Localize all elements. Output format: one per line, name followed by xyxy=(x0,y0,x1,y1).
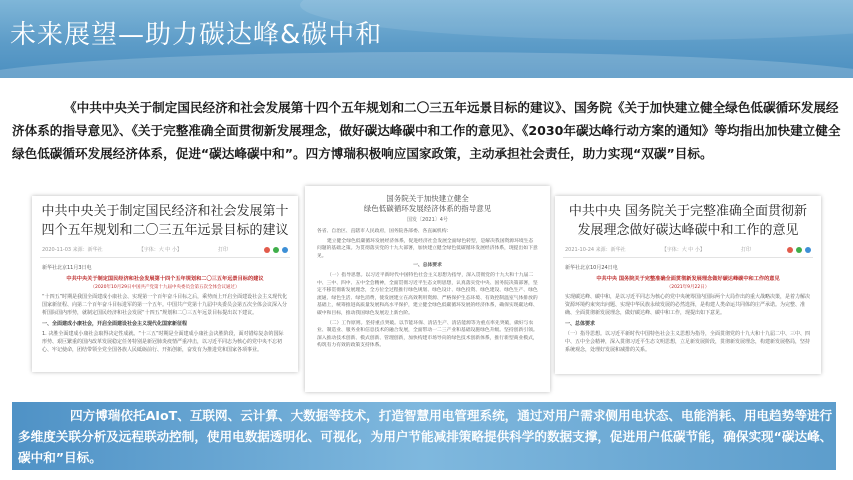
document-title-line: 国务院关于加快建立健全 xyxy=(386,194,469,203)
document-body: “十四五”时期是我国全面建成小康社会、实现第一个百年奋斗目标之后，乘势而上开启全面建设社会主义现代化国家新征程、向第二个百年奋斗目标进军的第一个五年。中国共产党第十九届中央委员会第五次全体会议深入分析国际国内形势，就制定国民经济和社会发展“十四五”规划和二〇三五年远景目标提出以下建议。 xyxy=(42,294,288,316)
share-icons xyxy=(264,247,288,253)
document-screenshot-green-economy-opinion xyxy=(305,186,550,392)
document-source: 新华社北京11月3日电 xyxy=(42,265,92,271)
wechat-icon xyxy=(273,247,279,253)
document-number: 国发〔2021〕4号 xyxy=(407,217,448,223)
document-date: 2021-10-24 来源：新华社 xyxy=(565,247,626,253)
document-body: （二）工作原则。坚持重点突破。以节能环保、清洁生产、清洁能源等为重点率先突破，做好与农业、制造业、服务业和信息技术的融合发展，全面带动一二三产业和基础设施绿色升级。坚持创新引领。深入推动技术创新、模式创新、管理创新，加快构建市场导向的绿色技术创新体系，推行新型商业模式，构筑有力有效的政策支持体系。 xyxy=(317,320,538,349)
document-title: 中共中央关于制定国民经济和社会发展第十四个五年规划和二〇三五年远景目标的建议 xyxy=(41,204,289,238)
intro-paragraph: 《中共中央关于制定国民经济和社会发展第十四个五年规划和二〇三五年远景目标的建议》、国务院《关于加快建立健全绿色低碳循环发展经济体系的指导意见》、《关于完整准确全面贯彻新发展理念，做好碳达峰碳中和工作的意见》、《2030年碳达峰行动方案的通知》等均指出加快建立健全绿色低碳循环发展经济体系，促进“碳达峰碳中和”。四方博瑞积极响应国家政策，主动承担社会责任，助力实现“双碳”目标。 xyxy=(12,100,841,161)
font-size-control: 【字体：大 中 小】 xyxy=(661,247,705,253)
document-section-heading: 一、总体要求 xyxy=(413,262,442,269)
document-meta xyxy=(565,246,811,253)
banner-decoration xyxy=(0,52,853,78)
document-red-title: 中共中央 国务院关于完整准确全面贯彻新发展理念做好碳达峰碳中和工作的意见 xyxy=(596,276,780,282)
qq-icon xyxy=(282,247,288,253)
qq-icon xyxy=(805,247,811,253)
document-title-line: 绿色低碳循环发展经济体系的指导意见 xyxy=(363,204,492,213)
document-addressee: 各省、自治区、直辖市人民政府，国务院各部委、各直属机构： xyxy=(317,229,452,234)
document-screenshot-carbon-peak-opinion xyxy=(555,196,821,374)
wechat-icon xyxy=(796,247,802,253)
document-body: 1. 决胜全面建成小康社会取得决定性成就。“十三五”时期是全面建成小康社会决胜阶段，面对错综复杂的国际形势、艰巨繁重的国内改革发展稳定任务特别是新冠肺炎疫情严重冲击，以习近平同志为核心的党中央不忘初心、牢记使命，团结带领全党全国各族人民砥砺前行、开拓创新，奋发有为推进党和国家各项事业。 xyxy=(42,331,284,353)
weibo-icon xyxy=(787,247,793,253)
print-link: 打印 xyxy=(740,247,751,253)
document-section-heading: 一、总体要求 xyxy=(565,321,596,327)
document-body: （一）指导思想。以习近平新时代中国特色社会主义思想为指导，全面贯彻党的十九大和十九届二中、三中、四中、五中全会精神，深入贯彻习近平生态文明思想，立足新发展阶段，贯彻新发展理念，构建新发展格局，坚持系统观念，处理好发展和减排的关系。 xyxy=(565,331,811,353)
document-body: 建立健全绿色低碳循环发展经济体系，促进经济社会发展全面绿色转型，是解决我国资源环境生态问题的基础之策。为贯彻落实党的十九大部署，加快建立健全绿色低碳循环发展经济体系，现提出如下意见。 xyxy=(317,238,538,259)
divider xyxy=(40,257,290,258)
document-meta xyxy=(42,246,288,253)
document-red-subtitle: （2021年9月22日） xyxy=(666,285,710,290)
title-banner xyxy=(0,0,853,78)
divider xyxy=(563,257,813,258)
document-body: 实现碳达峰、碳中和，是以习近平同志为核心的党中央统筹国内国际两个大局作出的重大战略决策，是着力解决资源环境约束突出问题、实现中华民族永续发展的必然选择，是构建人类命运共同体的庄严承诺。为完整、准确、全面贯彻新发展理念，做好碳达峰、碳中和工作，现提出如下意见。 xyxy=(565,294,811,316)
document-screenshot-plan-proposal xyxy=(32,196,298,372)
document-title xyxy=(305,194,550,214)
document-section-heading: 一、全面建成小康社会，开启全面建设社会主义现代化国家新征程 xyxy=(42,321,188,327)
document-red-title: 中共中央关于制定国民经济和社会发展第十四个五年规划和二〇三五年远景目标的建议 xyxy=(66,276,264,282)
weibo-icon xyxy=(264,247,270,253)
document-body: （一）指导思想。以习近平新时代中国特色社会主义思想为指导，深入贯彻党的十九大和十九届二中、三中、四中、五中全会精神，全面贯彻习近平生态文明思想，认真落实党中央、国务院决策部署，坚定不移贯彻新发展理念，全方位全过程推行绿色规划、绿色设计、绿色投资、绿色建设、绿色生产、绿色流通、绿色生活、绿色消费，使发展建立在高效利用资源、严格保护生态环境、有效控制温室气体排放的基础上，统筹推进高质量发展和高水平保护，建立健全绿色低碳循环发展的经济体系，确保实现碳达峰、碳中和目标，推动我国绿色发展迈上新台阶。 xyxy=(317,272,538,316)
banner-decoration xyxy=(300,0,853,40)
document-red-subtitle: （2020年10月29日中国共产党第十九届中央委员会第五次全体会议通过） xyxy=(90,285,240,290)
document-date: 2020-11-03 来源：新华社 xyxy=(42,247,103,253)
share-icons xyxy=(787,247,811,253)
slide-title: 未来展望—助力碳达峰&碳中和 xyxy=(10,20,383,50)
footer-paragraph: 四方博瑞依托AIoT、互联网、云计算、大数据等技术，打造智慧用电管理系统，通过对用户需求侧用电状态、电能消耗、用电趋势等进行多维度关联分析及远程联动控制，使用电数据透明化、可视化，为用户节能减排策略提供科学的数据支撑，促进用户低碳节能，确保实现“碳达峰、碳中和”目标。 xyxy=(18,408,833,465)
footer-banner xyxy=(12,402,836,470)
document-title: 中共中央 国务院关于完整准确全面贯彻新发展理念做好碳达峰碳中和工作的意见 xyxy=(568,204,808,238)
font-size-control: 【字体：大 中 小】 xyxy=(138,247,182,253)
print-link: 打印 xyxy=(217,247,228,253)
document-source: 新华社北京10月24日电 xyxy=(565,265,618,271)
